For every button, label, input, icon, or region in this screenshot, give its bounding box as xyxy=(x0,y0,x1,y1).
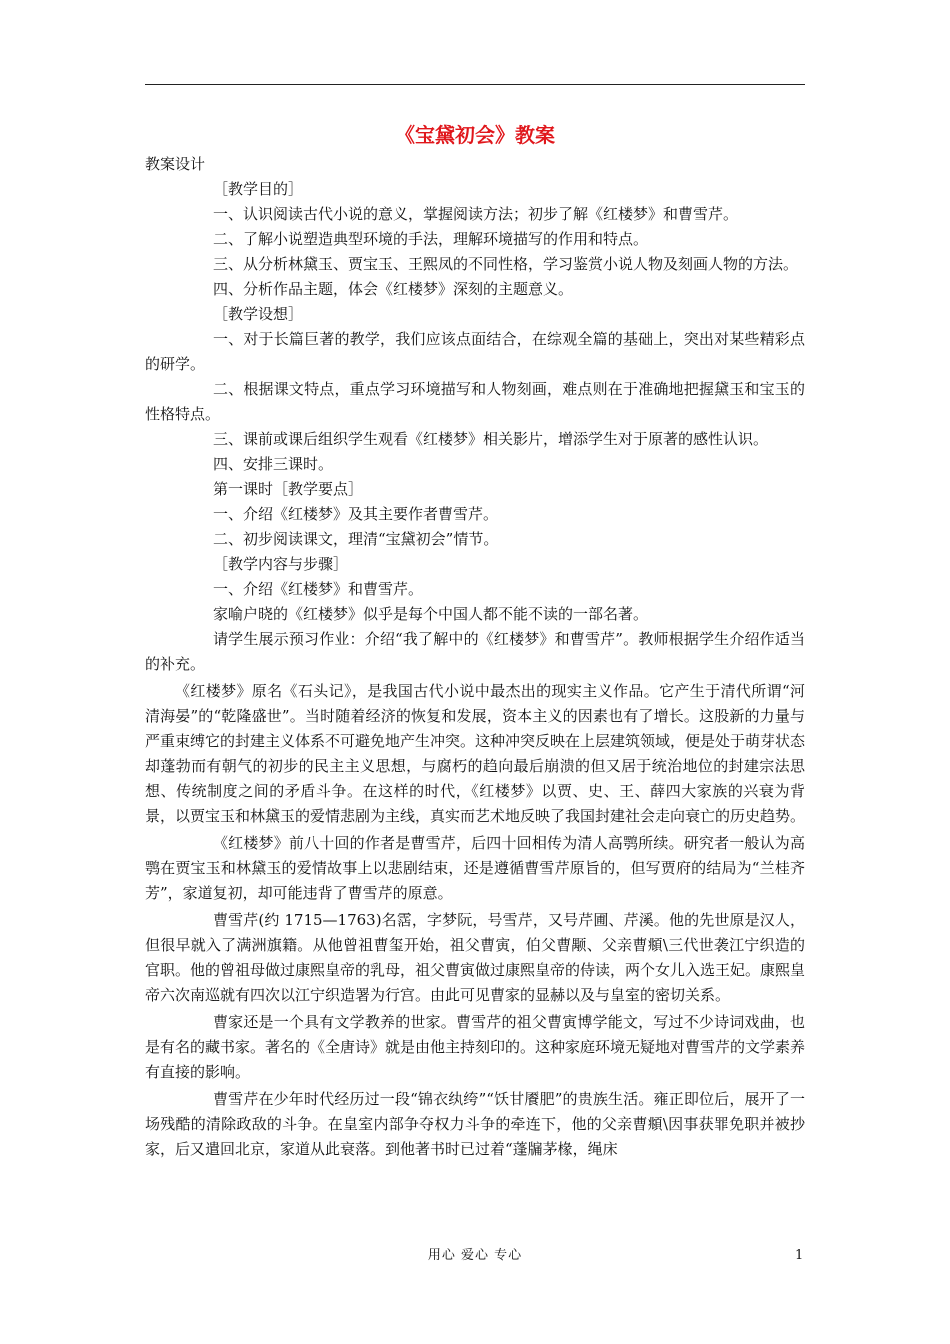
paragraph: 曹家还是一个具有文学教养的世家。曹雪芹的祖父曹寅博学能文，写过不少诗词戏曲，也是有名的藏书家。著名的《全唐诗》就是由他主持刻印的。这种家庭环境无疑地对曹雪芹的文学素养有直接的影响。 xyxy=(145,1013,806,1081)
paragraph: 四、分析作品主题，体会《红楼梦》深刻的主题意义。 xyxy=(213,280,574,298)
footer-motto: 用心 爱心 专心 xyxy=(427,1248,523,1263)
paragraph: 二、根据课文特点，重点学习环境描写和人物刻画，难点则在于准确地把握黛玉和宝玉的性格特点。 xyxy=(145,380,805,423)
paragraph: ［教学设想］ xyxy=(213,305,304,323)
paragraph: 三、课前或课后组织学生观看《红楼梦》相关影片，增添学生对于原著的感性认识。 xyxy=(213,430,769,448)
section-label: 教案设计 xyxy=(145,155,206,173)
paragraph: 一、认识阅读古代小说的意义，掌握阅读方法；初步了解《红楼梦》和曹雪芹。 xyxy=(213,205,739,223)
paragraph: 二、初步阅读课文，理清“宝黛初会”情节。 xyxy=(213,530,499,548)
paragraph: 一、对于长篇巨著的教学，我们应该点面结合，在综观全篇的基础上，突出对某些精彩点的研学。 xyxy=(145,330,805,373)
paragraph: 一、介绍《红楼梦》及其主要作者曹雪芹。 xyxy=(213,505,499,523)
paragraph: 曹雪芹(约 1715—1763)名霑，字梦阮，号雪芹，又号芹圃、芹溪。他的先世原是汉人，但很早就入了满洲旗籍。从他曾祖曹玺开始，祖父曹寅，伯父曹颙、父亲曹頫\三代世袭江宁织造的官职。他的曾祖母做过康熙皇帝的乳母，祖父曹寅做过康熙皇帝的侍读，两个女儿入选王妃。康熙皇帝六次南巡就有四次以江宁织造署为行宫。由此可见曹家的显赫以及与皇室的密切关系。 xyxy=(145,911,806,1004)
paragraph: 请学生展示预习作业：介绍“我了解中的《红楼梦》和曹雪芹”。教师根据学生介绍作适当的补充。 xyxy=(145,630,805,673)
paragraph: 四、安排三课时。 xyxy=(213,455,334,473)
paragraph: ［教学内容与步骤］ xyxy=(213,555,349,573)
paragraph: 一、介绍《红楼梦》和曹雪芹。 xyxy=(213,580,424,598)
paragraph: ［教学目的］ xyxy=(213,180,304,198)
paragraph: 《红楼梦》前八十回的作者是曹雪芹，后四十回相传为清人高鹗所续。研究者一般认为高鹗在贾宝玉和林黛玉的爱情故事上以悲剧结束，还是遵循曹雪芹原旨的，但写贾府的结局为“兰桂齐芳”，家道复初，却可能违背了曹雪芹的原意。 xyxy=(145,834,805,902)
paragraph: 三、从分析林黛玉、贾宝玉、王熙凤的不同性格，学习鉴赏小说人物及刻画人物的方法。 xyxy=(213,255,799,273)
header-rule xyxy=(145,84,805,85)
paragraph: 二、了解小说塑造典型环境的手法，理解环境描写的作用和特点。 xyxy=(213,230,649,248)
page-number: 1 xyxy=(795,1248,804,1263)
paragraph: 《红楼梦》原名《石头记》，是我国古代小说中最杰出的现实主义作品。它产生于清代所谓“河清海晏”的“乾隆盛世”。当时随着经济的恢复和发展，资本主义的因素也有了增长。这股新的力量与严重束缚它的封建主义体系不可避免地产生冲突。这种冲突反映在上层建筑领域，便是处于萌芽状态却蓬勃而有朝气的初步的民主主义思想，与腐朽的趋向最后崩溃的但又居于统治地位的封建宗法思想、传统制度之间的矛盾斗争。在这样的时代，《红楼梦》以贾、史、王、薛四大家族的兴衰为背景，以贾宝玉和林黛玉的爱情悲剧为主线，真实而艺术地反映了我国封建社会走向衰亡的历史趋势。 xyxy=(145,682,806,825)
paragraph: 家喻户晓的《红楼梦》似乎是每个中国人都不能不读的一部名著。 xyxy=(213,605,649,623)
paragraph: 第一课时［教学要点］ xyxy=(213,480,364,498)
document-body xyxy=(145,120,805,1162)
paragraph: 曹雪芹在少年时代经历过一段“锦衣纨绔”“饫甘餍肥”的贵族生活。雍正即位后，展开了一场残酷的清除政敌的斗争。在皇室内部争夺权力斗争的牵连下，他的父亲曹頫\因事获罪免职并被抄家，后又遣回北京，家道从此衰落。到他著书时已过着“蓬牖茅椽，绳床 xyxy=(145,1090,805,1158)
document-title: 《宝黛初会》教案 xyxy=(395,123,555,147)
